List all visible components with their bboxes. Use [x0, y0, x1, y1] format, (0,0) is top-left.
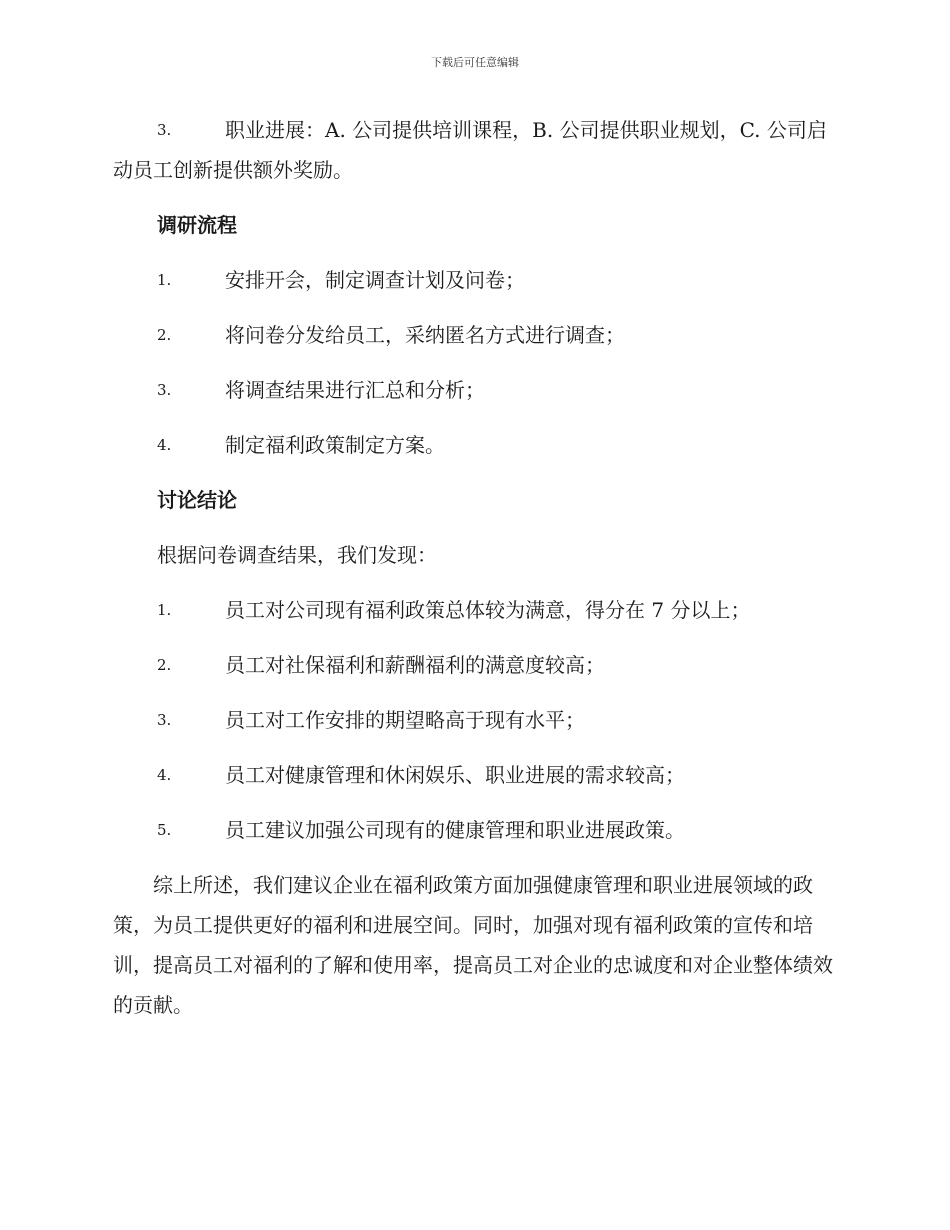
list-item: [113, 645, 833, 685]
list-number: 1.: [157, 601, 172, 619]
list-text: 员工对工作安排的期望略高于现有水平；: [225, 708, 585, 732]
list-number: 2.: [157, 656, 172, 674]
section-heading-conclusion: 讨论结论: [157, 488, 237, 512]
page-header: 下载后可任意编辑: [431, 56, 519, 69]
list-number: 4.: [157, 766, 172, 784]
list-item: [113, 810, 833, 850]
list-text: 将问卷分发给员工，采纳匿名方式进行调查；: [225, 323, 625, 347]
document-body: [113, 110, 833, 1039]
list-number: 5.: [157, 821, 172, 839]
list-text: 员工对公司现有福利政策总体较为满意，得分在 7 分以上；: [225, 598, 751, 622]
list-item: [113, 425, 833, 465]
list-text: 制定福利政策制定方案。: [225, 433, 445, 457]
list-text: 员工建议加强公司现有的健康管理和职业进展政策。: [225, 818, 685, 842]
section-heading-process: 调研流程: [157, 213, 237, 237]
list-text: 职业进展：A. 公司提供培训课程，B. 公司提供职业规划，C. 公司启动员工创新提供额外奖励。: [113, 118, 827, 182]
list-number: 4.: [157, 436, 172, 454]
list-number: 3.: [157, 381, 172, 399]
career-progress-item: [113, 110, 833, 190]
list-item: [113, 590, 833, 630]
list-text: 员工对健康管理和休闲娱乐、职业进展的需求较高；: [225, 763, 685, 787]
list-text: 员工对社保福利和薪酬福利的满意度较高；: [225, 653, 605, 677]
conclusion-intro: 根据问卷调查结果，我们发现：: [157, 543, 437, 567]
list-item: [113, 370, 833, 410]
list-text: 将调查结果进行汇总和分析；: [225, 378, 485, 402]
summary-paragraph: 综上所述，我们建议企业在福利政策方面加强健康管理和职业进展领域的政策，为员工提供更好的福利和进展空间。同时，加强对现有福利政策的宣传和培训，提高员工对福利的了解和使用率，提高员工对企业的忠诚度和对企业整体绩效的贡献。: [113, 873, 833, 1017]
list-item: [113, 260, 833, 300]
list-number: 2.: [157, 326, 172, 344]
list-number: 1.: [157, 271, 172, 289]
list-text: 安排开会，制定调查计划及问卷；: [225, 268, 525, 292]
list-item: [113, 700, 833, 740]
list-item: [113, 755, 833, 795]
list-number: 3.: [157, 121, 172, 139]
list-number: 3.: [157, 711, 172, 729]
list-item: [113, 315, 833, 355]
